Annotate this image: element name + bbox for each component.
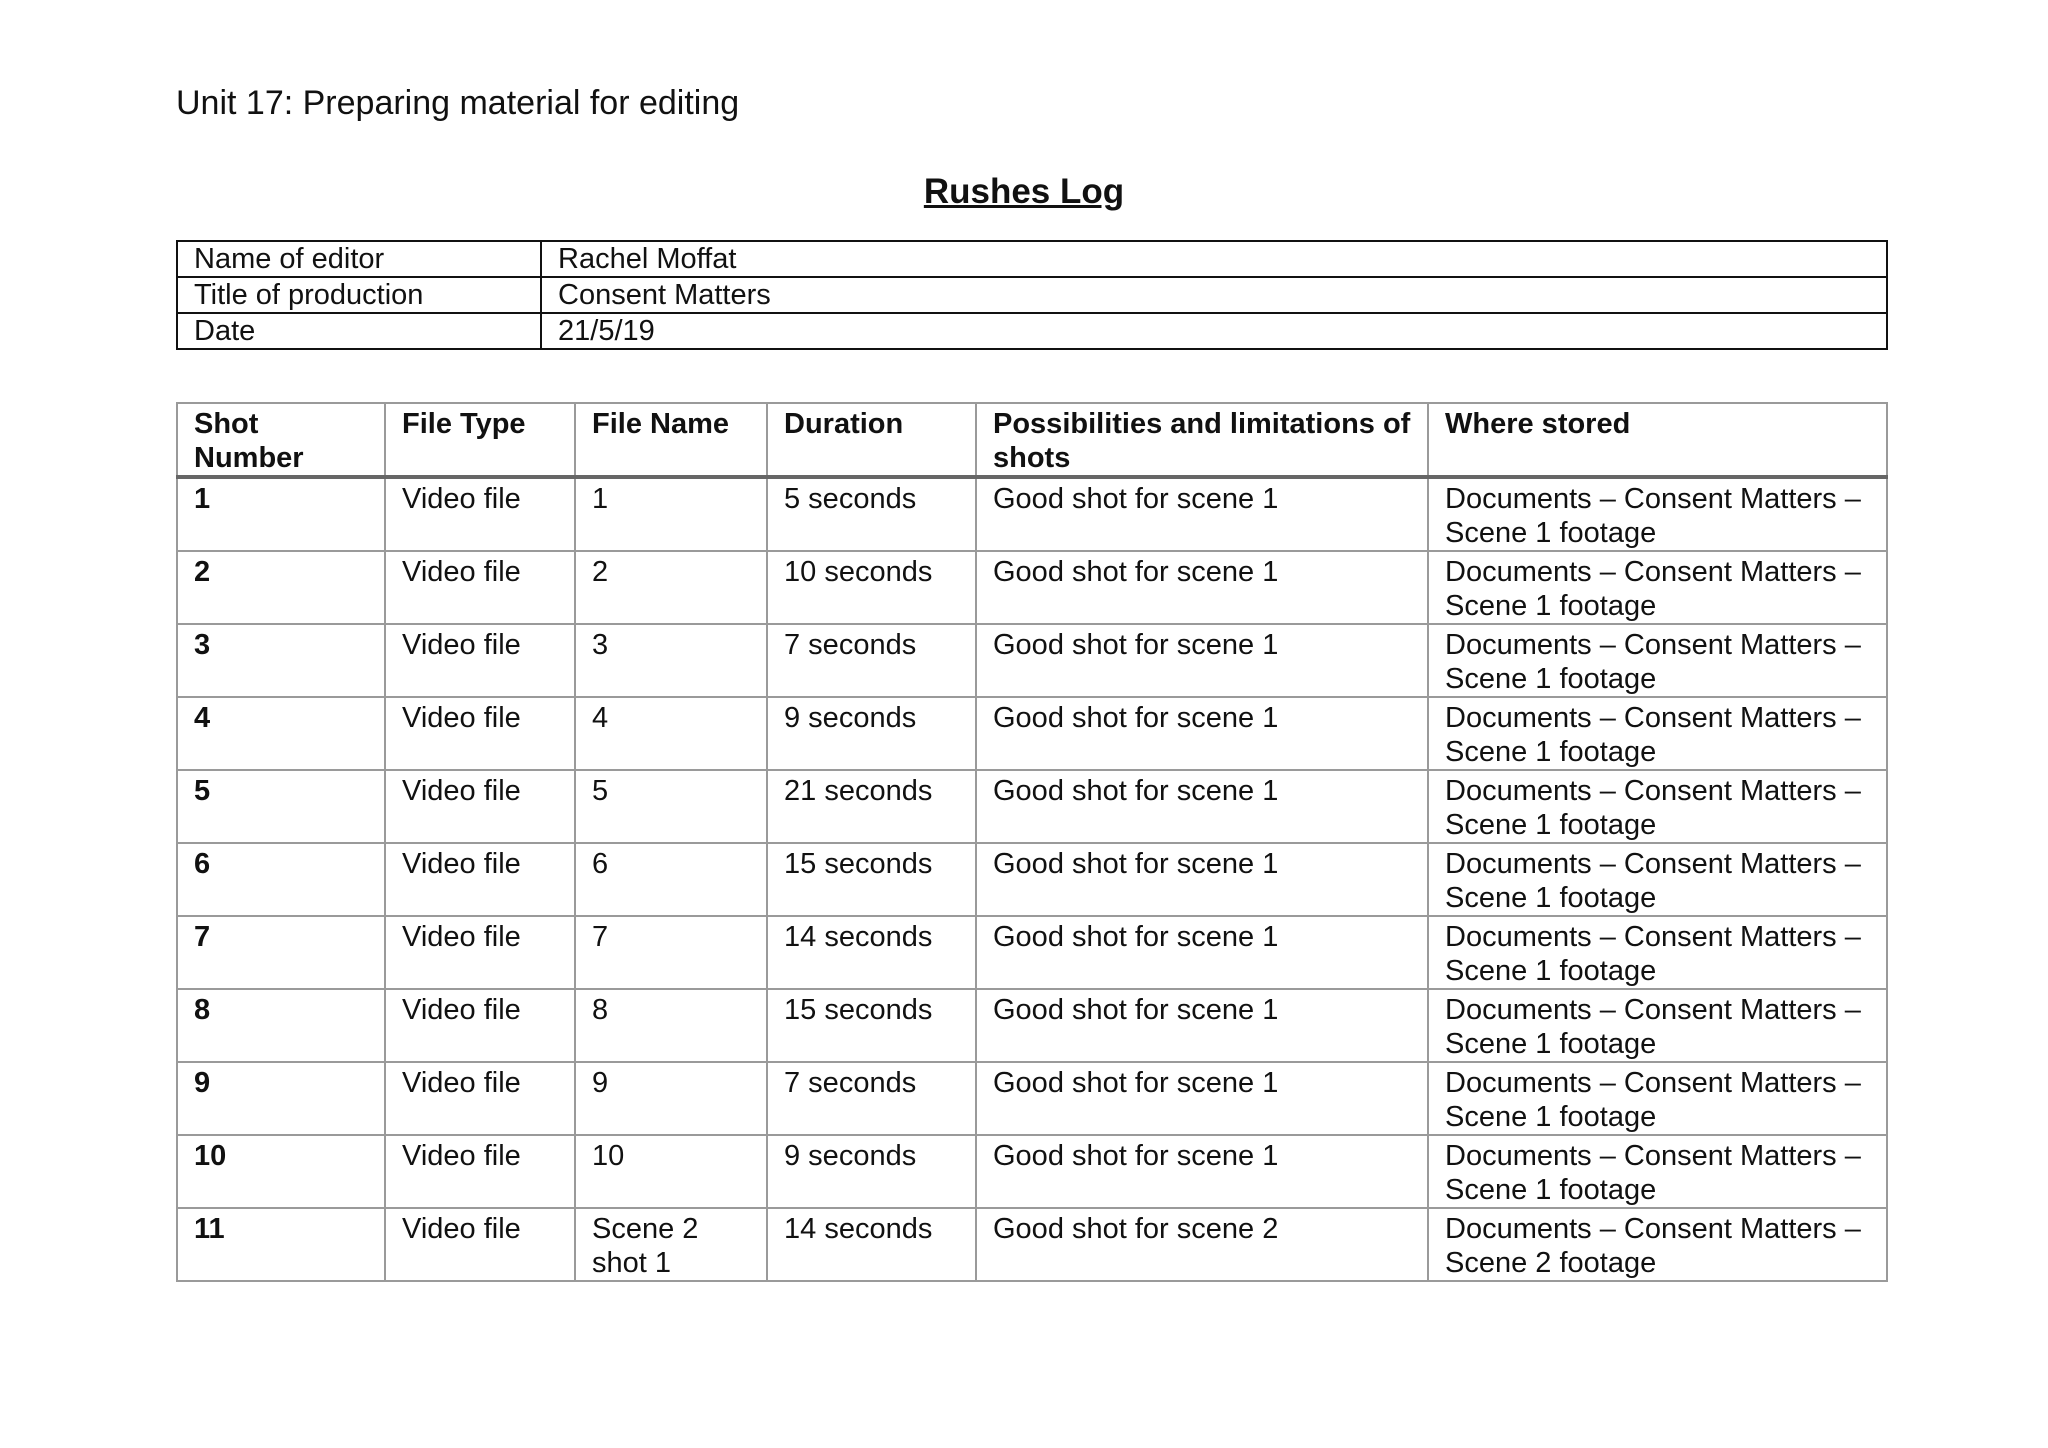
info-label: Title of production — [177, 277, 541, 313]
cell-file-type: Video file — [385, 916, 575, 989]
cell-file-name: 8 — [575, 989, 767, 1062]
header-duration: Duration — [767, 403, 976, 477]
cell-file-name: 2 — [575, 551, 767, 624]
cell-file-type: Video file — [385, 989, 575, 1062]
cell-where-stored: Documents – Consent Matters – Scene 1 footage — [1428, 551, 1887, 624]
cell-file-type: Video file — [385, 624, 575, 697]
table-row — [177, 916, 1887, 989]
cell-shot-number: 3 — [177, 624, 385, 697]
cell-possibilities: Good shot for scene 1 — [976, 989, 1428, 1062]
table-row — [177, 551, 1887, 624]
cell-possibilities: Good shot for scene 2 — [976, 1208, 1428, 1281]
cell-file-name: 10 — [575, 1135, 767, 1208]
cell-duration: 10 seconds — [767, 551, 976, 624]
cell-possibilities: Good shot for scene 1 — [976, 770, 1428, 843]
cell-duration: 7 seconds — [767, 624, 976, 697]
cell-shot-number: 10 — [177, 1135, 385, 1208]
cell-duration: 9 seconds — [767, 697, 976, 770]
header-file-name: File Name — [575, 403, 767, 477]
cell-where-stored: Documents – Consent Matters – Scene 1 footage — [1428, 916, 1887, 989]
cell-duration: 7 seconds — [767, 1062, 976, 1135]
header-possibilities: Possibilities and limitations of shots — [976, 403, 1428, 477]
cell-duration: 15 seconds — [767, 843, 976, 916]
cell-file-name: 6 — [575, 843, 767, 916]
cell-file-name: 7 — [575, 916, 767, 989]
cell-shot-number: 1 — [177, 477, 385, 551]
cell-file-type: Video file — [385, 1062, 575, 1135]
table-row — [177, 1135, 1887, 1208]
rushes-log-table — [176, 402, 1888, 1282]
table-row — [177, 1062, 1887, 1135]
cell-duration: 14 seconds — [767, 1208, 976, 1281]
cell-where-stored: Documents – Consent Matters – Scene 1 footage — [1428, 697, 1887, 770]
cell-file-type: Video file — [385, 1208, 575, 1281]
table-row — [177, 624, 1887, 697]
log-header-row — [177, 403, 1887, 477]
table-row — [177, 989, 1887, 1062]
cell-file-type: Video file — [385, 477, 575, 551]
cell-shot-number: 5 — [177, 770, 385, 843]
cell-duration: 5 seconds — [767, 477, 976, 551]
cell-possibilities: Good shot for scene 1 — [976, 843, 1428, 916]
table-row — [177, 770, 1887, 843]
cell-file-name: 5 — [575, 770, 767, 843]
info-row-title — [177, 277, 1887, 313]
cell-shot-number: 9 — [177, 1062, 385, 1135]
cell-shot-number: 11 — [177, 1208, 385, 1281]
unit-title: Unit 17: Preparing material for editing — [176, 84, 740, 122]
cell-duration: 15 seconds — [767, 989, 976, 1062]
info-row-editor — [177, 241, 1887, 277]
header-shot-number: Shot Number — [177, 403, 385, 477]
cell-possibilities: Good shot for scene 1 — [976, 697, 1428, 770]
cell-duration: 14 seconds — [767, 916, 976, 989]
document-heading: Rushes Log — [923, 172, 1125, 211]
cell-duration: 9 seconds — [767, 1135, 976, 1208]
cell-file-name: Scene 2 shot 1 — [575, 1208, 767, 1281]
cell-file-name: 4 — [575, 697, 767, 770]
table-row — [177, 843, 1887, 916]
cell-possibilities: Good shot for scene 1 — [976, 551, 1428, 624]
info-value: Consent Matters — [541, 277, 1887, 313]
cell-file-name: 1 — [575, 477, 767, 551]
cell-where-stored: Documents – Consent Matters – Scene 1 footage — [1428, 624, 1887, 697]
cell-possibilities: Good shot for scene 1 — [976, 624, 1428, 697]
cell-where-stored: Documents – Consent Matters – Scene 2 footage — [1428, 1208, 1887, 1281]
cell-file-type: Video file — [385, 551, 575, 624]
cell-file-name: 9 — [575, 1062, 767, 1135]
table-row — [177, 477, 1887, 551]
cell-shot-number: 7 — [177, 916, 385, 989]
cell-possibilities: Good shot for scene 1 — [976, 1062, 1428, 1135]
cell-shot-number: 2 — [177, 551, 385, 624]
log-body — [177, 477, 1887, 1281]
info-value: 21/5/19 — [541, 313, 1887, 349]
cell-where-stored: Documents – Consent Matters – Scene 1 footage — [1428, 1062, 1887, 1135]
info-label: Name of editor — [177, 241, 541, 277]
cell-where-stored: Documents – Consent Matters – Scene 1 footage — [1428, 1135, 1887, 1208]
header-where-stored: Where stored — [1428, 403, 1887, 477]
cell-where-stored: Documents – Consent Matters – Scene 1 footage — [1428, 989, 1887, 1062]
cell-possibilities: Good shot for scene 1 — [976, 1135, 1428, 1208]
cell-where-stored: Documents – Consent Matters – Scene 1 footage — [1428, 477, 1887, 551]
info-value: Rachel Moffat — [541, 241, 1887, 277]
cell-duration: 21 seconds — [767, 770, 976, 843]
cell-possibilities: Good shot for scene 1 — [976, 477, 1428, 551]
cell-file-type: Video file — [385, 843, 575, 916]
cell-shot-number: 8 — [177, 989, 385, 1062]
cell-file-type: Video file — [385, 770, 575, 843]
cell-file-type: Video file — [385, 1135, 575, 1208]
info-row-date — [177, 313, 1887, 349]
cell-where-stored: Documents – Consent Matters – Scene 1 footage — [1428, 770, 1887, 843]
cell-file-type: Video file — [385, 697, 575, 770]
table-row — [177, 697, 1887, 770]
cell-shot-number: 4 — [177, 697, 385, 770]
cell-file-name: 3 — [575, 624, 767, 697]
table-row — [177, 1208, 1887, 1281]
info-label: Date — [177, 313, 541, 349]
cell-where-stored: Documents – Consent Matters – Scene 1 footage — [1428, 843, 1887, 916]
header-file-type: File Type — [385, 403, 575, 477]
cell-possibilities: Good shot for scene 1 — [976, 916, 1428, 989]
production-info-table — [176, 240, 1888, 350]
cell-shot-number: 6 — [177, 843, 385, 916]
